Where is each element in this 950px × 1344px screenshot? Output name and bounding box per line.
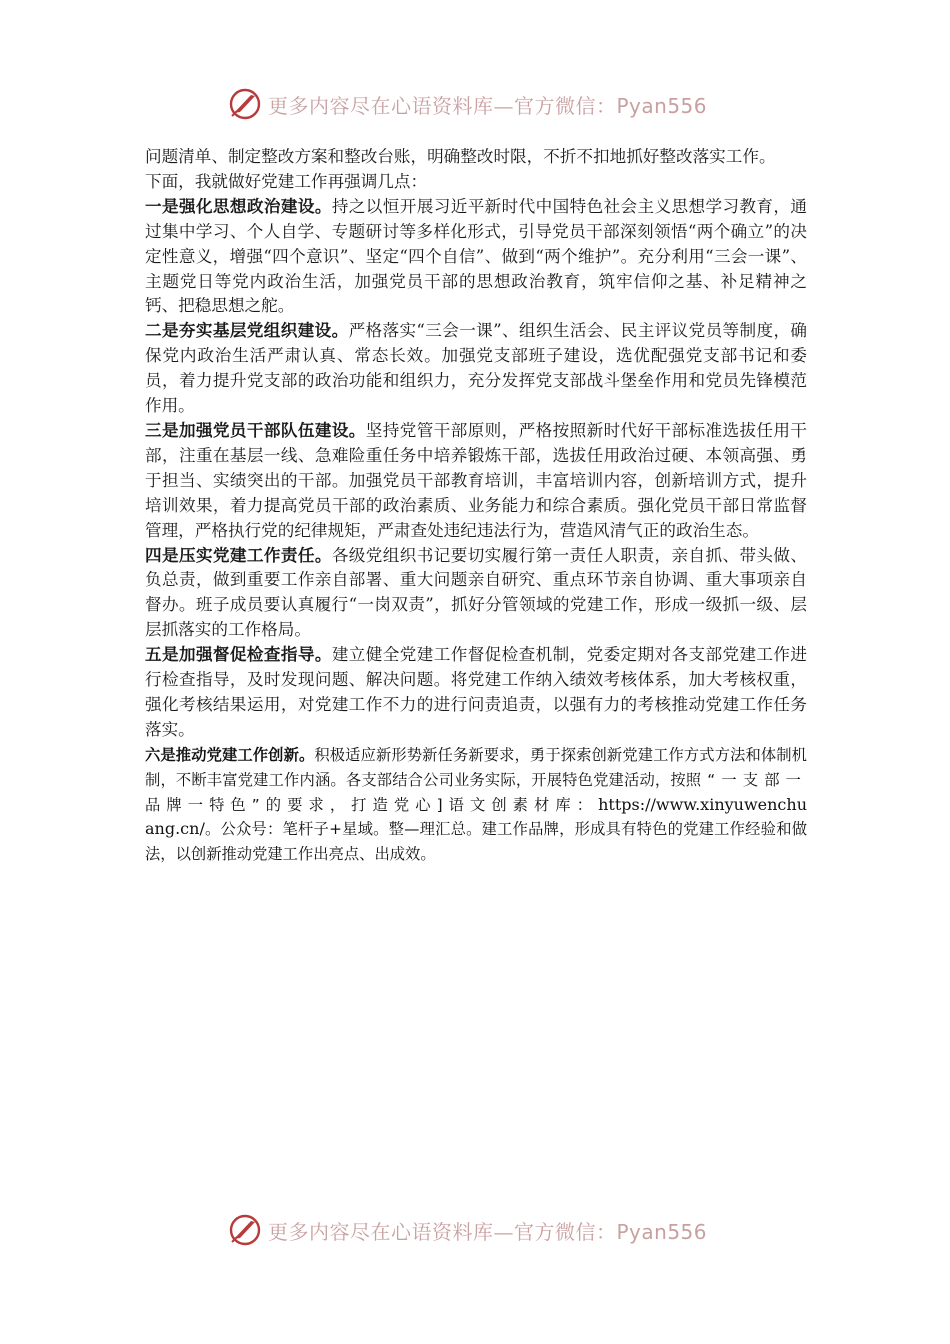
- point-text-c: 。公众号：笔杆子+星域。整—理汇总。建工作品牌，形成具有特色的党建工作经验和做法，以创新推动党建工作出亮点、出成效。: [145, 820, 807, 864]
- point-5: [145, 643, 807, 743]
- point-text-b: 照“一支部一品牌一特色”的要求，打造党心]语文创素材库：: [145, 770, 807, 814]
- banner-text: 更多内容尽在心语资料库—官方微信：Pyan556: [268, 93, 708, 118]
- footer-banner: [228, 1210, 748, 1250]
- point-text: 各级党组织书记要切实履行第一责任人职责，亲自抓、带头做、负总责，做到重要工作亲自部署、重大问题亲自研究、重点环节亲自协调、重大事项亲自督办。班子成员要认真履行“一岗双责”，抓好分管领域的党建工作，形成一级抓一级、层层抓落实的工作格局。: [145, 545, 807, 640]
- point-6: [145, 743, 807, 868]
- wechat-id: Pyan556: [616, 93, 708, 118]
- point-3: [145, 419, 807, 544]
- banner-text: 更多内容尽在心语资料库—官方微信：Pyan556: [268, 1219, 708, 1244]
- point-heading: 二是夯实基层党组织建设。: [145, 321, 349, 341]
- wechat-id: Pyan556: [616, 1219, 708, 1244]
- point-heading: 三是加强党员干部队伍建设。: [145, 420, 366, 440]
- point-text: 持之以恒开展习近平新时代中国特色社会主义思想学习教育，通过集中学习、个人自学、专题研讨等多样化形式，引导党员干部深刻领悟“两个确立”的决定性意义，增强“四个意识”、坚定“四个自信”、做到“两个维护”。充分利用“三会一课”、主题党日等党内政治生活，加强党员干部的思想政治教育，筑牢信仰之基、补足精神之钙、把稳思想之舵。: [145, 196, 807, 316]
- point-heading: 五是加强督促检查指导。: [145, 645, 332, 665]
- header-banner: [228, 84, 748, 124]
- document-body: [145, 145, 807, 867]
- point-text: 建立健全党建工作督促检查机制，党委定期对各支部党建工作进行检查指导，及时发现问题、解决问题。将党建工作纳入绩效考核体系，加大考核权重，强化考核结果运用，对党建工作不力的进行问责追责，以强有力的考核推动党建工作任务落实。: [145, 645, 807, 739]
- point-1: [145, 195, 807, 320]
- quill-logo-icon: [228, 1213, 262, 1247]
- point-heading: 四是压实党建工作责任。: [145, 545, 332, 565]
- lead-sentence: 下面，我就做好党建工作再强调几点：: [145, 171, 428, 191]
- source-url: https://www.xinyuwenchuang.cn/: [145, 794, 807, 839]
- point-2: [145, 319, 807, 419]
- point-4: [145, 544, 807, 644]
- point-heading: 一是强化思想政治建设。: [145, 196, 332, 216]
- point-text: 坚持党管干部原则，严格按照新时代好干部标准选拔任用干部，注重在基层一线、急难险重任务中培养锻炼干部，选拔任用政治过硬、本领高强、勇于担当、实绩突出的干部。加强党员干部教育培训，丰富培训内容，创新培训方式，提升培训效果，着力提高党员干部的政治素质、业务能力和综合素质。强化党员干部日常监督管理，严格执行党的纪律规矩，严肃查处违纪违法行为，营造风清气正的政治生态。: [145, 420, 807, 540]
- point-heading: 六是推动党建工作创新。: [145, 745, 315, 764]
- quill-logo-icon: [228, 87, 262, 121]
- point-text-a: 积极适应新形势新任务新要求，勇于探索创新党建工作方式方法和体制机制，不断丰富党建工作内涵。各支部结合公司业务实际，开展特色党建活动，按: [145, 745, 807, 789]
- point-text: 严格落实“三会一课”、组织生活会、民主评议党员等制度，确保党内政治生活严肃认真、常态长效。加强党支部班子建设，选优配强党支部书记和委员，着力提升党支部的政治功能和组织力，充分发挥党支部战斗堡垒作用和党员先锋模范作用。: [145, 321, 807, 416]
- intro-continuation: 问题清单、制定整改方案和整改台账，明确整改时限，不折不扣地抓好整改落实工作。: [145, 147, 776, 166]
